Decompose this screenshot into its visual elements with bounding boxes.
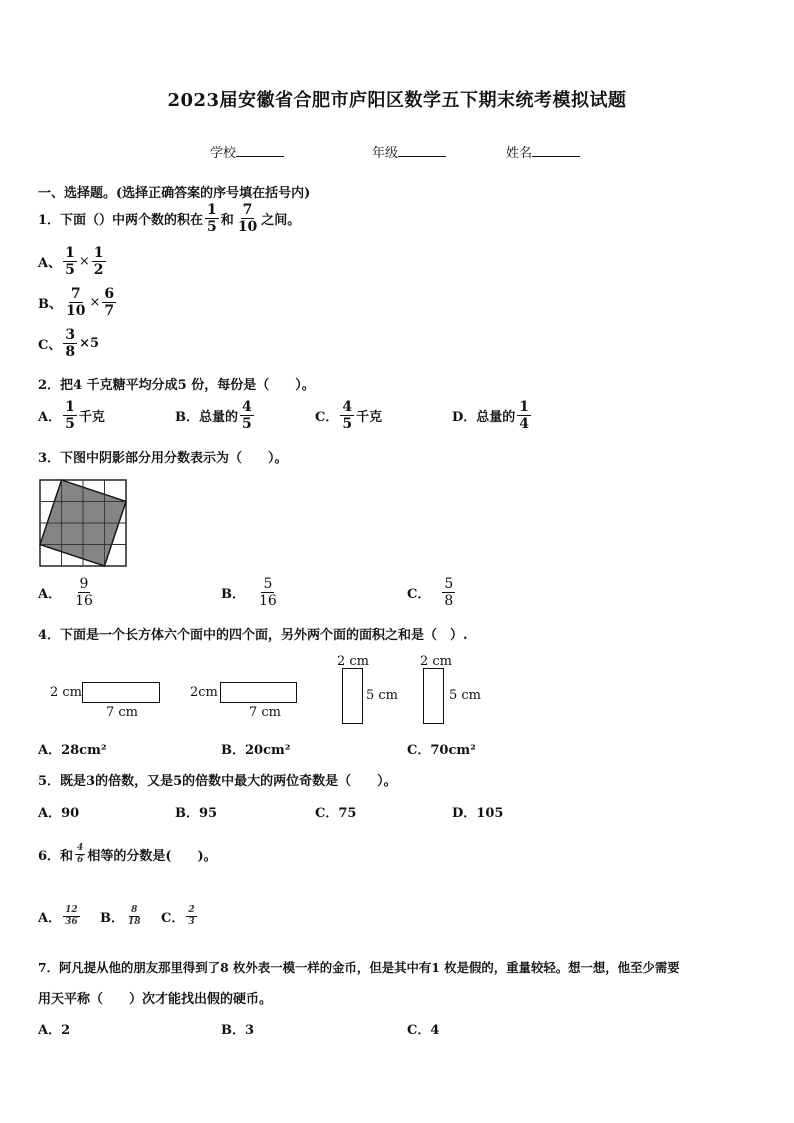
q5-stem: 5．既是3的倍数，又是5的倍数中最大的两位奇数是（ ）。 <box>38 774 397 789</box>
face3-top-label: 2 cm <box>337 654 370 669</box>
option-label: B． <box>175 410 199 425</box>
q6-text: 6．和 <box>38 849 74 864</box>
option-label: B． <box>221 587 245 602</box>
face2-rect <box>220 682 297 703</box>
q5-option-c[interactable]: C．75 <box>315 806 357 821</box>
fraction: $\frac{1}{4}$ <box>519 399 530 432</box>
option-label: A、 <box>38 256 62 271</box>
q7-stem-line2: 用天平称（ ）次才能找出假的硬币。 <box>38 992 273 1007</box>
q7-stem-line1: 7．阿凡提从他的朋友那里得到了8 枚外表一模一样的金币，但是其中有1 枚是假的，重量较轻。想一想，他至少需要 <box>38 960 680 975</box>
q4-option-c[interactable]: C．70cm² <box>407 743 476 758</box>
fraction: $\frac{1}{5}$ <box>65 245 75 278</box>
school-blank[interactable] <box>236 144 284 157</box>
option-text: 总量的 <box>476 410 516 425</box>
page-title: 2023届安徽省合肥市庐阳区数学五下期末统考模拟试题 <box>167 90 627 111</box>
option-text: 总量的 <box>199 410 239 425</box>
grade-blank[interactable] <box>398 144 446 157</box>
face3-rect <box>342 668 363 724</box>
fraction: $\frac{6}{7}$ <box>104 286 115 319</box>
face2-width-label: 2cm <box>190 685 218 700</box>
option-label: A． <box>38 911 62 926</box>
q4-stem: 4．下面是一个长方体六个面中的四个面，另外两个面的面积之和是（ ）. <box>38 628 468 643</box>
school-label: 学校 <box>210 146 237 161</box>
fraction: $\frac{1}{5}$ <box>65 399 75 432</box>
fraction: $\frac{9}{16}$ <box>75 576 93 609</box>
fraction: $\frac{4}{5}$ <box>342 399 353 432</box>
fraction: $\frac{2}{3}$ <box>188 905 195 927</box>
q1-option-a[interactable] <box>38 246 108 277</box>
q1-option-b[interactable] <box>38 287 118 318</box>
q4-option-a[interactable]: A．28cm² <box>38 743 107 758</box>
option-label: A． <box>38 410 62 425</box>
q7-option-b[interactable]: B．3 <box>221 1023 255 1038</box>
q2-option-b[interactable] <box>175 400 256 431</box>
option-label: B． <box>100 911 124 926</box>
name-blank[interactable] <box>532 144 580 157</box>
fraction: $\frac{12}{36}$ <box>65 905 78 927</box>
q1-stem <box>38 203 300 234</box>
face1-width-label: 2 cm <box>50 685 83 700</box>
q6-text-end: 相等的分数是( )。 <box>87 849 217 864</box>
option-text: 千克 <box>78 410 105 425</box>
q1-fraction-1: $\frac{1}{5}$ <box>207 202 217 235</box>
q1-text-mid: 和 <box>220 213 234 228</box>
option-label: A． <box>38 587 62 602</box>
q3-option-c[interactable] <box>407 577 457 608</box>
option-text: 千克 <box>356 410 383 425</box>
q6-option-b[interactable] <box>100 906 145 927</box>
option-label: C． <box>161 911 185 926</box>
face1-rect <box>82 682 160 703</box>
face4-top-label: 2 cm <box>420 654 453 669</box>
q6-option-a[interactable] <box>38 906 82 927</box>
q5-option-a[interactable]: A．90 <box>38 806 80 821</box>
operator: × <box>89 295 101 310</box>
q6-stem <box>38 844 217 865</box>
grade-label: 年级 <box>372 146 399 161</box>
fraction: $\frac{4}{5}$ <box>242 399 252 432</box>
fraction: $\frac{3}{8}$ <box>65 327 76 360</box>
q1-text: 1．下面（）中两个数的积在 <box>38 213 204 228</box>
q1-text-end: 之间。 <box>261 213 301 228</box>
fraction: $\frac{5}{16}$ <box>259 576 277 609</box>
q3-option-b[interactable] <box>221 577 281 608</box>
option-label: C． <box>315 410 339 425</box>
q3-stem: 3．下图中阴影部分用分数表示为（ ）。 <box>38 451 288 466</box>
q5-option-d[interactable]: D．105 <box>452 806 504 821</box>
q7-option-c[interactable]: C．4 <box>407 1023 440 1038</box>
option-label: D． <box>452 410 477 425</box>
q2-stem: 2．把4 千克糖平均分成5 份，每份是（ ）。 <box>38 378 315 393</box>
face2-length-label: 7 cm <box>249 705 282 720</box>
name-field[interactable] <box>506 142 580 161</box>
q6-fraction: $\frac{4}{6}$ <box>77 843 84 865</box>
q2-option-d[interactable] <box>452 400 533 431</box>
q3-option-a[interactable] <box>38 577 97 608</box>
face4-height-label: 5 cm <box>449 688 482 703</box>
q6-option-c[interactable] <box>161 906 199 927</box>
q5-option-b[interactable]: B．95 <box>175 806 218 821</box>
q2-option-a[interactable] <box>38 400 105 431</box>
school-field[interactable] <box>210 142 284 161</box>
section-heading: 一、选择题。(选择正确答案的序号填在括号内) <box>38 186 311 201</box>
option-label: C． <box>407 587 431 602</box>
q1-option-c[interactable] <box>38 328 99 359</box>
grade-field[interactable] <box>372 142 446 161</box>
face1-length-label: 7 cm <box>106 705 139 720</box>
q4-option-b[interactable]: B．20cm² <box>221 743 291 758</box>
fraction: $\frac{7}{10}$ <box>66 286 86 319</box>
operator: × <box>78 254 90 269</box>
option-text: ×5 <box>79 336 100 351</box>
grid-figure <box>39 479 127 567</box>
fraction: $\frac{5}{8}$ <box>444 576 454 609</box>
q2-option-c[interactable] <box>315 400 382 431</box>
face4-rect <box>423 668 444 724</box>
q7-option-a[interactable]: A．2 <box>38 1023 71 1038</box>
q1-fraction-2: $\frac{7}{10}$ <box>237 202 258 235</box>
fraction: $\frac{1}{2}$ <box>93 245 104 278</box>
name-label: 姓名 <box>506 146 533 161</box>
face3-height-label: 5 cm <box>366 688 399 703</box>
fraction: $\frac{8}{18}$ <box>128 905 141 927</box>
option-label: C、 <box>38 338 62 353</box>
option-label: B、 <box>38 297 62 312</box>
